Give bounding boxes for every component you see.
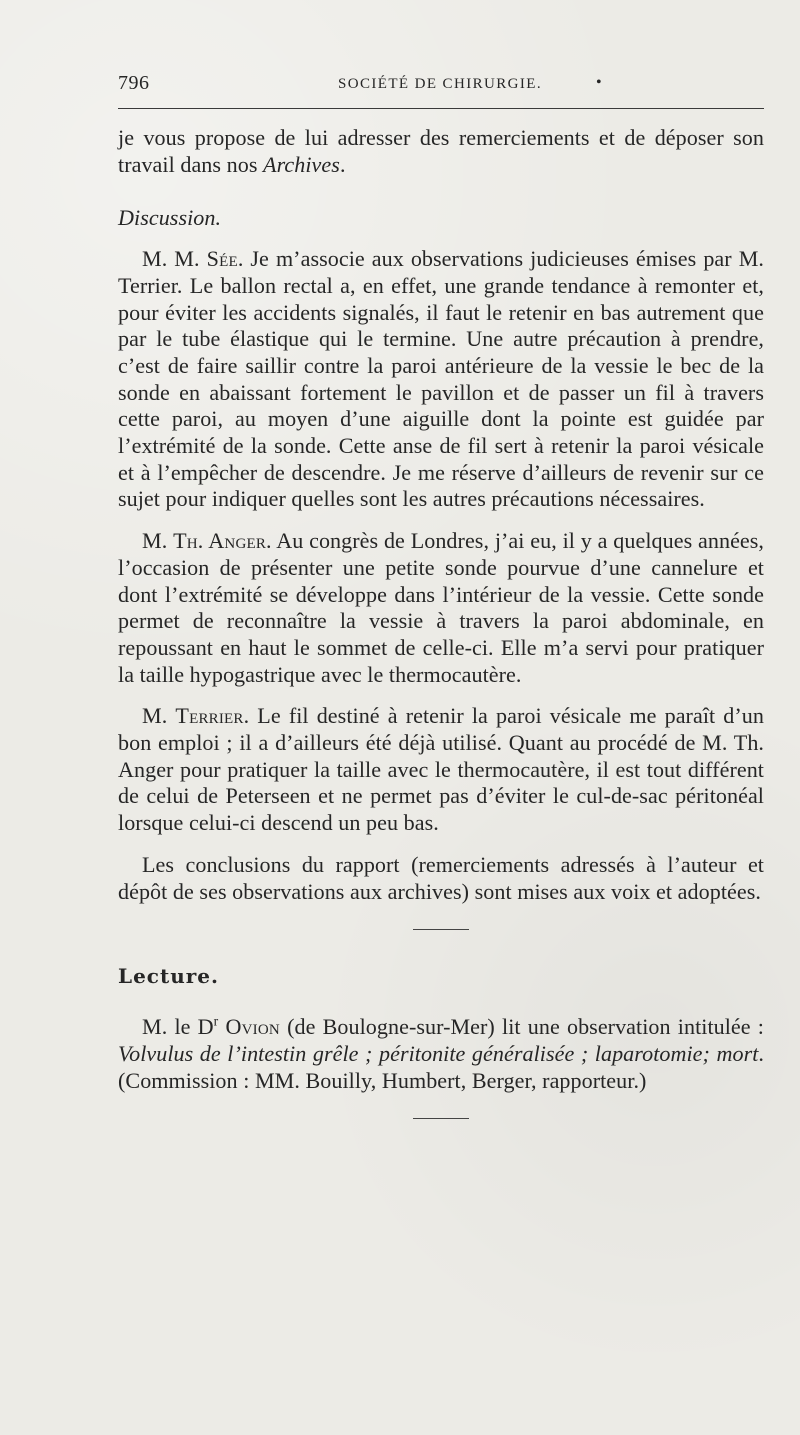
section-spacer [118, 930, 764, 964]
paragraph-conclusions: Les conclusions du rapport (remerciements adressés à l’auteur et dépôt de ses observations aux archives) sont mises aux voix et adoptées. [118, 851, 764, 904]
paragraph-anger-text: . Au congrès de Londres, j’ai eu, il y a quelques années, l’occasion de présenter une petite sonde pourvue d’une cannelure et dont l’extrémité se développe dans l’intérieur de la vessie. Cette sonde permet de reconnaître la vessie à travers la paroi abdominale, en repoussant en haut le sommet de celle-ci. Elle m’a servi pour pratiquer la taille hypogastrique avec le thermocautère. [118, 528, 765, 687]
document-body [118, 125, 764, 1119]
archives-emphasis: Archives [263, 151, 340, 177]
paragraph-terrier [118, 703, 764, 837]
paragraph-lecture [118, 1014, 764, 1094]
section-spacer [118, 232, 764, 246]
discussion-heading: Discussion. [118, 205, 222, 231]
paragraph-anger [118, 528, 764, 688]
doctor-prefix: M. le D [142, 1014, 214, 1040]
paragraph-spacer [118, 513, 764, 528]
page-header [118, 72, 764, 100]
header-rule [118, 108, 764, 109]
page-number: 796 [118, 72, 150, 94]
speaker-prefix: M. [142, 703, 176, 729]
speaker-prefix: M. [142, 528, 174, 554]
speaker-name-see: Sée [206, 246, 238, 272]
paragraph-spacer [118, 688, 764, 703]
paragraph-intro-end: . [339, 151, 346, 177]
speaker-name-anger: Th. Anger [173, 528, 267, 554]
observation-title: Volvulus de l’intestin grêle ; péritonite généralisée ; laparotomie; mort [118, 1040, 759, 1066]
footer-rule [413, 1118, 469, 1119]
section-spacer [118, 1094, 764, 1118]
lecture-heading: Lecture. [118, 964, 219, 989]
paragraph-intro-text: je vous propose de lui adresser des remerciements et de déposer son travail dans nos [118, 125, 764, 177]
speaker-name-ovion: Ovion [225, 1014, 280, 1040]
paragraph-terrier-text: . Le fil destiné à retenir la paroi vésicale me paraît d’un bon emploi ; il a d’ailleurs été déjà utilisé. Quant au procédé de M. Th. Anger pour pratiquer la taille avec le thermocautère, il est tout différent de celui de Peterseen et ne permet pas d’éviter le cul-de-sac péritonéal lorsque celui-ci descend un peu bas. [118, 703, 765, 836]
lecture-text-before-title: (de Boulogne-sur-Mer) lit une observation intitulée : [279, 1014, 764, 1040]
paragraph-intro [118, 125, 764, 178]
speaker-name-terrier: Terrier [175, 703, 244, 729]
section-spacer [118, 905, 764, 929]
running-title: SOCIÉTÉ DE CHIRURGIE. [338, 76, 542, 92]
lecture-text-after-title: . (Commission : MM. Bouilly, Humbert, Berger, rapporteur.) [118, 1040, 764, 1093]
section-spacer [118, 178, 764, 205]
speaker-prefix: M. M. [142, 246, 207, 272]
section-spacer [118, 988, 764, 1014]
paragraph-see [118, 246, 764, 513]
paragraph-spacer [118, 837, 764, 852]
doctor-superscript: r [213, 1013, 219, 1029]
header-mark: • [596, 74, 602, 91]
paragraph-see-text: . Je m’associe aux observations judicieuses émises par M. Terrier. Le ballon rectal a, en effet, une grande tendance à remonter et, pour éviter les accidents signalés, il faut le retenir en bas autrement que par le tube élastique qui le termine. Une autre précaution à prendre, c’est de faire saillir contre la paroi antérieure de la vessie le bec de la sonde en abaissant fortement le pavillon et de passer un fil à travers cette paroi, au moyen d’une aiguille dont la pointe est guidée par l’extrémité de la sonde. Cette anse de fil sert à retenir la paroi vésicale et à l’empêcher de descendre. Je me réserve d’ailleurs de revenir sur ce sujet pour indiquer quelles sont les autres précautions nécessaires. [118, 246, 764, 512]
